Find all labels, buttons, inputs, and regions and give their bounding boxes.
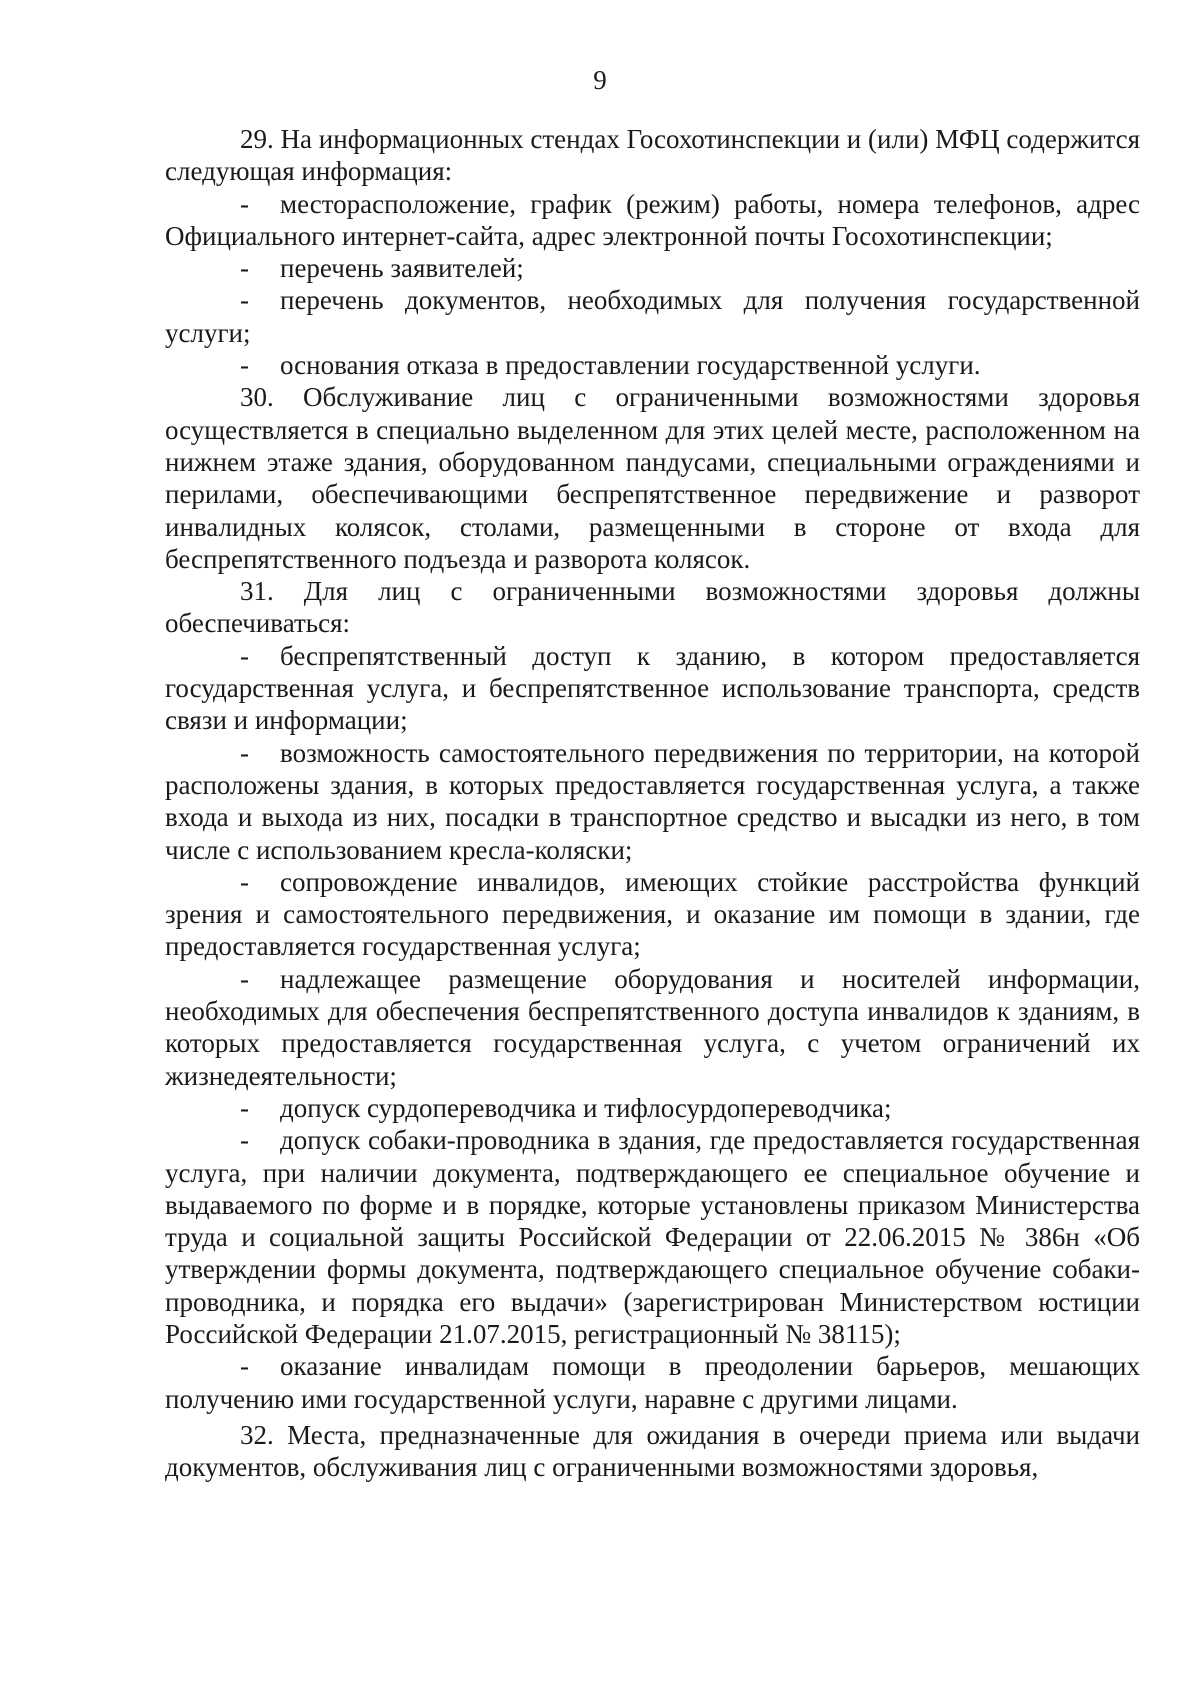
list-item <box>165 1124 1140 1350</box>
bullet-dash: - <box>240 350 249 381</box>
list-item-text: допуск собаки-проводника в здания, где предоставляется государственная услуга, при наличии документа, подтверждающего ее специальное обучение и выдаваемого по форме и в порядке, которые установлены приказом Министерства труда и социальной защиты Российской Федерации от 22.06.2015 № 386н «Об утверждении формы документа, подтверждающего специальное обучение собаки-проводника, и порядка его выдачи» (зарегистрирован Министерством юстиции Российской Федерации 21.07.2015, регистрационный № 38115); <box>165 1125 1140 1349</box>
list-item-text: оказание инвалидам помощи в преодолении барьеров, мешающих получению ими государственной услуги, наравне с другими лицами. <box>165 1351 1140 1414</box>
page-number: 9 <box>593 65 607 95</box>
list-item-text: перечень заявителей; <box>280 253 524 284</box>
paragraph-32: 32. Места, предназначенные для ожидания в очереди приема или выдачи документов, обслуживания лиц с ограниченными возможностями здоровья, <box>165 1419 1140 1483</box>
bullet-dash: - <box>240 1125 249 1156</box>
list-item-text: месторасположение, график (режим) работы, номера телефонов, адрес Официального интернет-сайта, адрес электронной почты Госохотинспекции; <box>165 188 1140 251</box>
list-item-text: возможность самостоятельного передвижения по территории, на которой расположены здания, в которых предоставляется государственная услуга, а также входа и выхода из них, посадки в транспортное средство и высадки из него, в том числе с использованием кресла-коляски; <box>165 737 1140 865</box>
list-item <box>165 1092 1140 1124</box>
bullet-dash: - <box>240 285 249 316</box>
list-item <box>165 1350 1140 1415</box>
list-item-text: основания отказа в предоставлении государственной услуги. <box>280 350 981 381</box>
bullet-dash: - <box>240 640 249 671</box>
bullet-dash: - <box>240 866 249 897</box>
paragraph-30: 30. Обслуживание лиц с ограниченными возможностями здоровья осуществляется в специально выделенном для этих целей месте, расположенном на нижнем этаже здания, оборудованном пандусами, специальными ограждениями и перилами, обеспечивающими беспрепятственное передвижение и разворот инвалидных колясок, столами, размещенными в стороне от входа для беспрепятственного подъезда и разворота колясок. <box>165 382 1140 574</box>
document-body <box>165 123 1140 1483</box>
list-item-text: перечень документов, необходимых для получения государственной услуги; <box>165 285 1140 348</box>
bullet-dash: - <box>240 1351 249 1382</box>
list-item <box>165 963 1140 1092</box>
list-item <box>165 252 1140 284</box>
bullet-dash: - <box>240 1092 249 1123</box>
paragraph-29-intro: 29. На информационных стендах Госохотинспекции и (или) МФЦ содержится следующая информация: <box>165 124 1140 187</box>
bullet-dash: - <box>240 188 249 219</box>
list-item <box>165 284 1140 349</box>
list-item-text: надлежащее размещение оборудования и носителей информации, необходимых для обеспечения беспрепятственного доступа инвалидов к зданиям, в которых предоставляется государственная услуга, с учетом ограничений их жизнедеятельности; <box>165 963 1140 1091</box>
bullet-dash: - <box>240 737 249 768</box>
list-item-text: допуск сурдопереводчика и тифлосурдопереводчика; <box>280 1092 892 1123</box>
list-item-text: беспрепятственный доступ к зданию, в котором предоставляется государственная услуга, и беспрепятственное использование транспорта, средств связи и информации; <box>165 640 1140 736</box>
list-item <box>165 737 1140 866</box>
bullet-dash: - <box>240 253 249 284</box>
list-item-text: сопровождение инвалидов, имеющих стойкие расстройства функций зрения и самостоятельного передвижения, и оказание им помощи в здании, где предоставляется государственная услуга; <box>165 866 1140 962</box>
list-item <box>165 188 1140 253</box>
list-item <box>165 349 1140 381</box>
list-item <box>165 866 1140 963</box>
list-item <box>165 640 1140 737</box>
paragraph-31-intro: 31. Для лиц с ограниченными возможностями здоровья должны обеспечиваться: <box>165 576 1140 639</box>
bullet-dash: - <box>240 963 249 994</box>
